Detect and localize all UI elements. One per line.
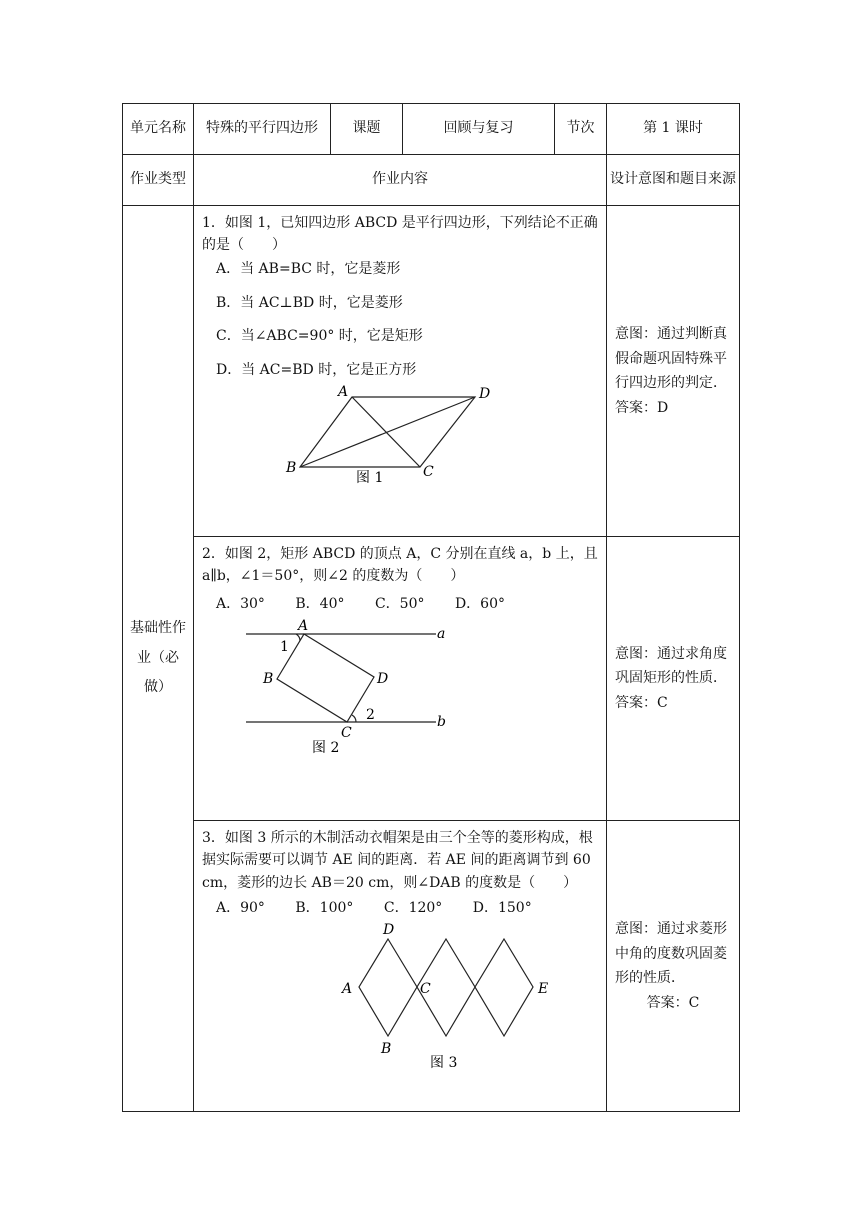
topic-value: 回顾与复习 [403,104,555,155]
question-2-option-c: C．50° [374,595,425,612]
figure-2-rectangle [244,619,474,759]
question-1-option-c: C．当∠ABC=90° 时，它是矩形 [216,328,423,345]
question-2-options [216,596,598,613]
question-2-intent-text: 意图：通过求角度巩固矩形的性质． [615,645,727,687]
figure-2-label-d: D [377,670,389,687]
header-row [123,104,740,155]
question-row-2 [123,537,740,821]
question-row-1 [123,206,740,537]
question-3-option-c: C．120° [383,900,443,917]
figure-1-label-a: A [338,383,349,400]
question-1-answer: 答案：D [615,399,669,416]
question-1-option-a: A．当 AB=BC 时，它是菱形 [216,260,401,277]
question-2-option-b: B．40° [295,595,345,612]
unit-value: 特殊的平行四边形 [194,104,331,155]
figure-3-label-c: C [420,980,431,997]
figure-2-label-a: A [298,617,309,634]
question-2-stem: 2．如图 2，矩形 ABCD 的顶点 A，C 分别在直线 a，b 上，且 a∥b，∠1＝50°，则∠2 的度数为（ ） [202,546,598,585]
section-value: 第 1 课时 [607,104,740,155]
topic-label: 课题 [331,104,403,155]
figure-3-label-a: A [342,980,353,997]
figure-3-label-d: D [383,921,395,938]
question-2-option-d: D．60° [454,595,505,612]
figure-1-label-b: B [286,459,297,476]
question-3-option-b: B．100° [295,900,354,917]
question-1 [194,206,607,537]
figure-1-label-d: D [479,385,491,402]
figure-3-label-e: E [538,980,549,997]
figure-3-caption: 图 3 [430,1054,458,1071]
question-3-options [216,900,598,917]
question-2-option-a: A．30° [216,595,265,612]
figure-2-line-a: a [437,625,446,642]
question-1-intent [607,206,740,537]
figure-3-rhombus-rack [330,921,570,1079]
question-1-stem: 1．如图 1，已知四边形 ABCD 是平行四边形，下列结论不正确的是（ ） [202,215,598,254]
type-label: 作业类型 [123,155,194,206]
question-3-intent [607,821,740,1112]
figure-1-parallelogram [286,383,532,494]
category-cell: 基础性作业（必做） [123,206,194,1112]
figure-2-line-b: b [437,713,446,730]
question-3-option-d: D．150° [472,900,532,917]
section-label: 节次 [555,104,607,155]
question-3-option-a: A．90° [216,900,265,917]
question-1-option-d: D．当 AC=BD 时，它是正方形 [216,362,417,379]
question-3-stem: 3．如图 3 所示的木制活动衣帽架是由三个全等的菱形构成，根据实际需要可以调节 AE 间的距离．若 AE 间的距离调节到 60 cm，菱形的边长 AB＝20 cm，则∠DAB 的度数是（ ） [202,830,593,891]
question-1-option-b: B．当 AC⊥BD 时，它是菱形 [216,294,403,311]
figure-2-caption: 图 2 [312,739,340,756]
subheader-row [123,155,740,206]
figure-2-label-c: C [341,724,352,741]
question-3 [194,821,607,1112]
unit-label: 单元名称 [123,104,194,155]
figure-2-label-b: B [263,670,274,687]
question-row-3 [123,821,740,1112]
figure-2-angle-2: 2 [366,706,375,723]
figure-1-caption: 图 1 [356,469,384,486]
question-3-intent-text: 意图：通过求菱形中角的度数巩固菱形的性质． [615,921,727,986]
figure-3-label-b: B [381,1040,392,1057]
question-1-intent-text: 意图：通过判断真假命题巩固特殊平行四边形的判定． [615,326,727,391]
question-2 [194,537,607,821]
intent-label: 设计意图和题目来源 [607,155,740,206]
homework-table [122,103,740,1112]
figure-2-angle-1: 1 [280,638,289,655]
question-3-answer: 答案：C [646,994,700,1011]
question-2-intent [607,537,740,821]
figure-1-label-c: C [423,463,434,480]
question-2-answer: 答案：C [615,694,668,711]
content-label: 作业内容 [194,155,607,206]
